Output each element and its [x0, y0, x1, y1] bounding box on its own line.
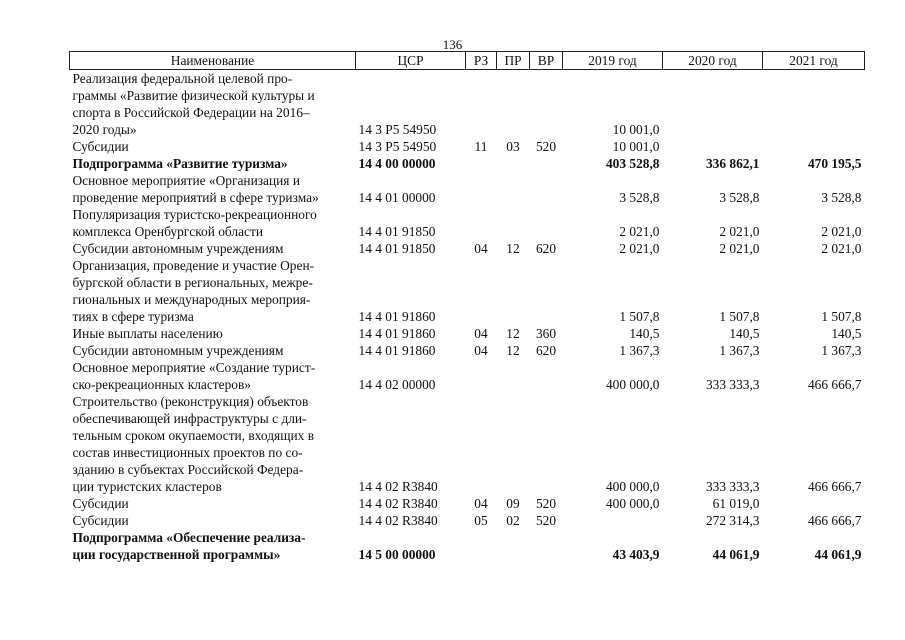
- row-vr: [530, 393, 563, 495]
- row-2021: 470 195,5: [807, 156, 862, 171]
- row-csr: 14 4 01 91860: [358, 326, 436, 341]
- table-row: [70, 172, 865, 206]
- row-rz: 04: [474, 326, 488, 341]
- row-pr: [497, 393, 530, 495]
- table-row: [70, 240, 865, 257]
- header-2021: 2021 год: [763, 52, 865, 70]
- row-csr: 14 5 00 00000: [358, 547, 436, 562]
- table-row: [70, 325, 865, 342]
- table-row: [70, 138, 865, 155]
- row-pr: [497, 155, 530, 172]
- row-2020: 336 862,1: [705, 156, 760, 171]
- row-name: [70, 325, 356, 342]
- row-2019: 400 000,0: [605, 479, 660, 494]
- row-2020: 2 021,0: [719, 224, 760, 239]
- row-name-line: ции государственной программы»: [72, 547, 281, 562]
- row-2020: 333 333,3: [705, 377, 760, 392]
- row-name-line: Популяризация туристско-рекреационного: [72, 207, 317, 222]
- table-row: [70, 393, 865, 495]
- row-pr: [497, 70, 530, 139]
- row-rz: [466, 393, 497, 495]
- row-2020: 1 507,8: [719, 309, 760, 324]
- row-vr: 520: [535, 139, 557, 154]
- row-pr: 12: [506, 343, 520, 358]
- header-rz: РЗ: [466, 52, 497, 70]
- row-name-line: ции туристских кластеров: [72, 479, 222, 494]
- row-rz: [466, 155, 497, 172]
- row-name: [70, 70, 356, 139]
- row-vr: 620: [535, 343, 557, 358]
- row-pr: [497, 257, 530, 325]
- row-name: [70, 529, 356, 563]
- row-pr: 09: [506, 496, 520, 511]
- row-2019: 2 021,0: [619, 241, 660, 256]
- row-2020: 272 314,3: [705, 513, 760, 528]
- row-2020: 3 528,8: [719, 190, 760, 205]
- row-name: [70, 342, 356, 359]
- row-rz: [466, 206, 497, 240]
- page-number: 136: [442, 37, 463, 52]
- row-name-line: спорта в Российской Федерации на 2016–: [72, 105, 310, 120]
- row-name-line: Субсидии: [72, 513, 129, 528]
- row-vr: [530, 70, 563, 139]
- row-name-line: зданию в субъектах Российской Федера-: [72, 462, 304, 477]
- row-vr: 360: [535, 326, 557, 341]
- row-name-line: проведение мероприятий в сфере туризма»: [72, 190, 319, 205]
- table-row: [70, 155, 865, 172]
- row-name-line: бургской области в региональных, межре-: [72, 275, 313, 290]
- row-name-line: гиональных и международных мероприя-: [72, 292, 311, 307]
- row-rz: 05: [474, 513, 488, 528]
- row-vr: [530, 529, 563, 563]
- row-rz: [466, 70, 497, 139]
- row-vr: [530, 359, 563, 393]
- table-row: [70, 342, 865, 359]
- row-vr: [530, 206, 563, 240]
- row-2021: [763, 495, 865, 512]
- row-pr: 12: [506, 326, 520, 341]
- row-2019: 2 021,0: [619, 224, 660, 239]
- row-name-line: тиях в сфере туризма: [72, 309, 194, 324]
- row-2019: 10 001,0: [612, 139, 660, 154]
- row-2019: [563, 512, 663, 529]
- row-name: [70, 257, 356, 325]
- row-pr: 02: [506, 513, 520, 528]
- row-2021: 466 666,7: [807, 513, 862, 528]
- table-row: [70, 70, 865, 139]
- row-csr: 14 4 02 R3840: [358, 513, 438, 528]
- row-name-line: комплекса Оренбургской области: [72, 224, 264, 239]
- row-vr: 520: [535, 513, 557, 528]
- row-name-line: Основное мероприятие «Создание турист-: [72, 360, 316, 375]
- row-name: [70, 359, 356, 393]
- row-name: [70, 138, 356, 155]
- row-2021: 2 021,0: [821, 241, 862, 256]
- row-csr: 14 3 P5 54950: [358, 122, 437, 137]
- row-csr: 14 4 00 00000: [358, 156, 436, 171]
- row-pr: [497, 529, 530, 563]
- table-row: [70, 359, 865, 393]
- row-csr: 14 4 01 91850: [358, 224, 436, 239]
- row-name-line: 2020 годы»: [72, 122, 137, 137]
- row-2020: 333 333,3: [705, 479, 760, 494]
- row-rz: [466, 257, 497, 325]
- row-csr: 14 3 P5 54950: [358, 139, 437, 154]
- row-name-line: Строительство (реконструкция) объектов: [72, 394, 309, 409]
- row-name-line: обеспечивающей инфраструктуры с дли-: [72, 411, 307, 426]
- row-pr: [497, 359, 530, 393]
- row-2021: 3 528,8: [821, 190, 862, 205]
- row-name-line: Субсидии: [72, 139, 129, 154]
- header-name: Наименование: [70, 52, 356, 70]
- row-csr: 14 4 01 91860: [358, 309, 436, 324]
- row-rz: 04: [474, 241, 488, 256]
- row-2021: 1 507,8: [821, 309, 862, 324]
- row-pr: 12: [506, 241, 520, 256]
- row-2020: [663, 70, 763, 139]
- row-name-line: Субсидии автономным учреждениям: [72, 343, 284, 358]
- table-row: [70, 529, 865, 563]
- row-csr: 14 4 02 R3840: [358, 479, 438, 494]
- row-name-line: Организация, проведение и участие Орен-: [72, 258, 315, 273]
- row-rz: [466, 529, 497, 563]
- row-name-line: граммы «Развитие физической культуры и: [72, 88, 315, 103]
- row-rz: [466, 172, 497, 206]
- row-name: [70, 512, 356, 529]
- row-2021: [763, 138, 865, 155]
- row-rz: 04: [474, 343, 488, 358]
- row-2019: 400 000,0: [605, 377, 660, 392]
- row-2019: 1 367,3: [619, 343, 660, 358]
- row-2021: 466 666,7: [807, 479, 862, 494]
- row-2020: 61 019,0: [712, 496, 760, 511]
- row-2021: 2 021,0: [821, 224, 862, 239]
- row-name: [70, 240, 356, 257]
- row-name-line: Субсидии: [72, 496, 129, 511]
- row-2021: 1 367,3: [821, 343, 862, 358]
- row-2020: 44 061,9: [712, 547, 760, 562]
- row-name-line: состав инвестиционных проектов по со-: [72, 445, 303, 460]
- row-name-line: Подпрограмма «Развитие туризма»: [72, 156, 288, 171]
- row-2019: 10 001,0: [612, 122, 660, 137]
- table-row: [70, 495, 865, 512]
- row-pr: [497, 206, 530, 240]
- table-row: [70, 512, 865, 529]
- row-pr: 03: [506, 139, 520, 154]
- row-2019: 1 507,8: [619, 309, 660, 324]
- row-rz: [466, 359, 497, 393]
- row-2019: 403 528,8: [605, 156, 660, 171]
- row-name-line: Реализация федеральной целевой про-: [72, 71, 293, 86]
- table-header-row: [70, 52, 865, 70]
- row-csr: 14 4 01 00000: [358, 190, 436, 205]
- row-name: [70, 393, 356, 495]
- row-name: [70, 495, 356, 512]
- row-2021: 44 061,9: [814, 547, 862, 562]
- row-name-line: Основное мероприятие «Организация и: [72, 173, 300, 188]
- header-vr: ВР: [530, 52, 563, 70]
- table-row: [70, 206, 865, 240]
- row-name-line: Субсидии автономным учреждениям: [72, 241, 284, 256]
- header-pr: ПР: [497, 52, 530, 70]
- header-csr: ЦСР: [356, 52, 466, 70]
- row-vr: [530, 155, 563, 172]
- row-name-line: Иные выплаты населению: [72, 326, 223, 341]
- row-vr: 520: [535, 496, 557, 511]
- row-pr: [497, 172, 530, 206]
- row-2021: [763, 70, 865, 139]
- row-2020: [663, 138, 763, 155]
- header-2020: 2020 год: [663, 52, 763, 70]
- row-2021: 466 666,7: [807, 377, 862, 392]
- row-2021: 140,5: [831, 326, 862, 341]
- row-name-line: Подпрограмма «Обеспечение реализа-: [72, 530, 306, 545]
- row-vr: [530, 257, 563, 325]
- row-rz: 11: [474, 139, 488, 154]
- row-2019: 43 403,9: [612, 547, 660, 562]
- row-csr: 14 4 01 91860: [358, 343, 436, 358]
- row-name: [70, 155, 356, 172]
- row-vr: 620: [535, 241, 557, 256]
- header-2019: 2019 год: [563, 52, 663, 70]
- row-name-line: тельным сроком окупаемости, входящих в: [72, 428, 315, 443]
- row-vr: [530, 172, 563, 206]
- table-body: [70, 70, 865, 564]
- row-2019: 3 528,8: [619, 190, 660, 205]
- row-name-line: ско-рекреационных кластеров»: [72, 377, 251, 392]
- row-name: [70, 172, 356, 206]
- row-csr: 14 4 02 R3840: [358, 496, 438, 511]
- row-2019: 400 000,0: [605, 496, 660, 511]
- row-csr: 14 4 02 00000: [358, 377, 436, 392]
- row-2020: 140,5: [729, 326, 760, 341]
- row-rz: 04: [474, 496, 488, 511]
- row-2020: 1 367,3: [719, 343, 760, 358]
- row-name: [70, 206, 356, 240]
- budget-table: [69, 51, 865, 563]
- table-row: [70, 257, 865, 325]
- row-2020: 2 021,0: [719, 241, 760, 256]
- row-2019: 140,5: [629, 326, 660, 341]
- row-csr: 14 4 01 91850: [358, 241, 436, 256]
